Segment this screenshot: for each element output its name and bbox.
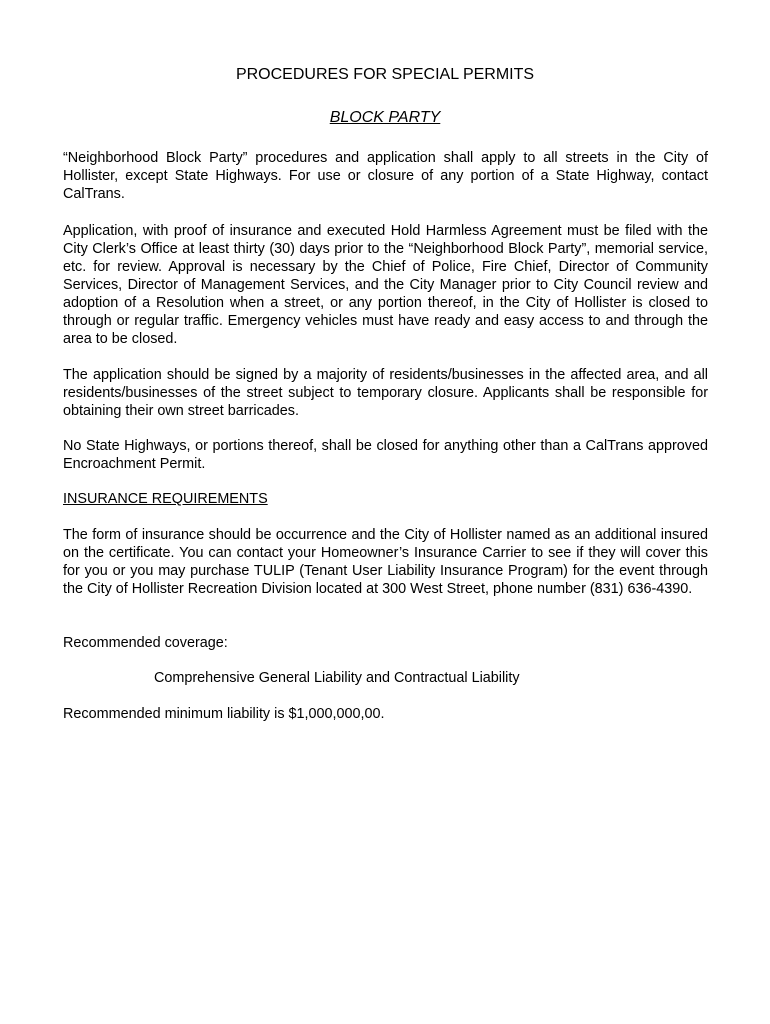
coverage-item: Comprehensive General Liability and Contractual Liability — [154, 670, 520, 686]
minimum-liability: Recommended minimum liability is $1,000,000,00. — [63, 706, 385, 722]
paragraph-insurance: The form of insurance should be occurrence and the City of Hollister named as an additional insured on the certificate. You can contact your Homeowner’s Insurance Carrier to see if they will cover this for you or you may purchase TULIP (Tenant User Liability Insurance Program) for the event through the City of Hollister Recreation Division located at 300 West Street, phone number (831) 636-4390. — [63, 527, 708, 597]
page-title: PROCEDURES FOR SPECIAL PERMITS — [235, 66, 535, 83]
paragraph-signatures: The application should be signed by a majority of residents/businesses in the affected area, and all residents/businesses of the street subject to temporary closure. Applicants shall be responsible for obtaining their own street barricades. — [63, 367, 708, 419]
insurance-heading: INSURANCE REQUIREMENTS — [63, 491, 268, 507]
page-subtitle: BLOCK PARTY — [329, 109, 441, 126]
coverage-label: Recommended coverage: — [63, 635, 228, 651]
paragraph-state-highways: No State Highways, or portions thereof, shall be closed for anything other than a CalTrans approved Encroachment Permit. — [63, 438, 708, 472]
paragraph-application: Application, with proof of insurance and executed Hold Harmless Agreement must be filed with the City Clerk’s Office at least thirty (30) days prior to the “Neighborhood Block Party”, memorial service, etc. for review. Approval is necessary by the Chief of Police, Fire Chief, Director of Community Services, Director of Management Services, and the City Manager prior to City Council review and adoption of a Resolution when a street, or any portion thereof, in the City of Hollister is closed to through or regular traffic. Emergency vehicles must have ready and easy access to and through the area to be closed. — [63, 223, 708, 347]
paragraph-scope: “Neighborhood Block Party” procedures and application shall apply to all streets in the City of Hollister, except State Highways. For use or closure of any portion of a State Highway, contact CalTrans. — [63, 150, 708, 202]
